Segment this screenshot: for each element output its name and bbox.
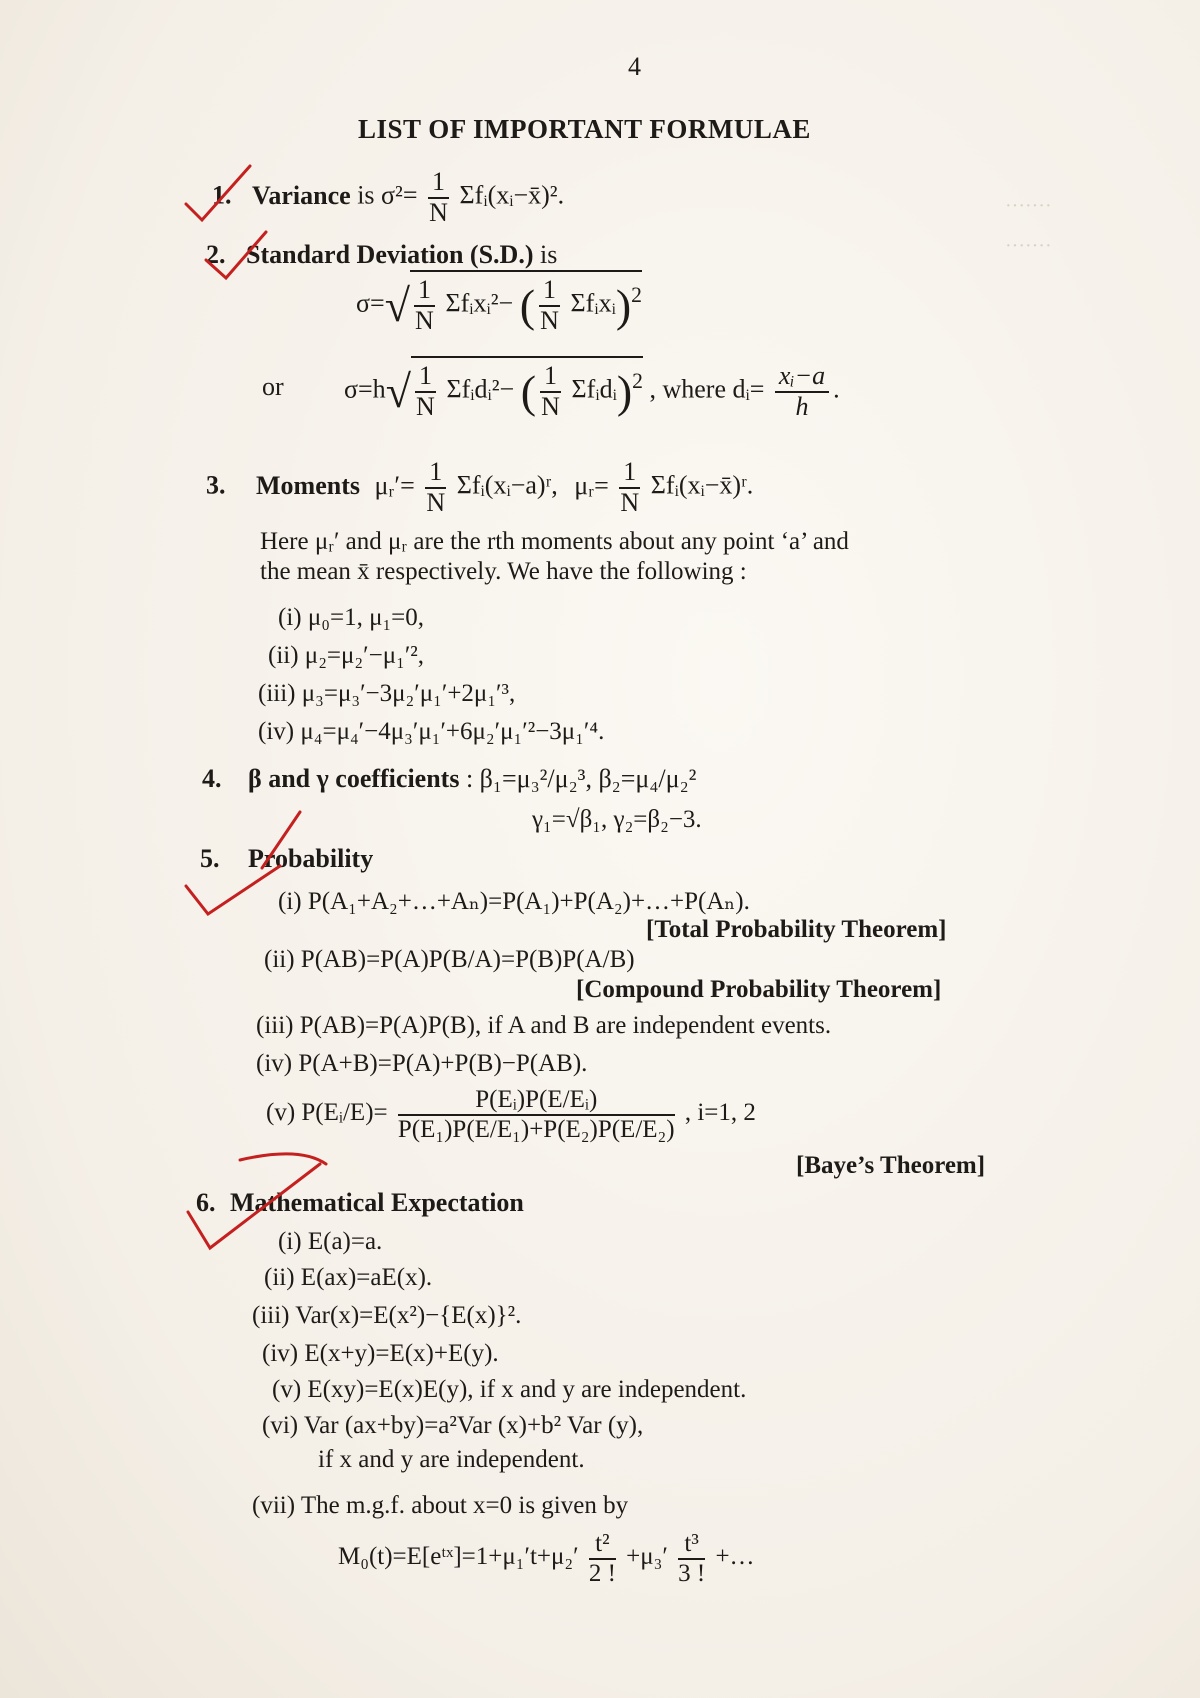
sd-formula-2 (344, 356, 840, 421)
pen-tick-mark (180, 160, 260, 230)
expectation-vii: (vii) The m.g.f. about x=0 is given by (252, 1492, 629, 1519)
paren-right: ) (615, 279, 632, 331)
section-number: 3. (206, 470, 226, 500)
formula-lhs: σ=h (344, 374, 386, 404)
section-heading: Probability (248, 844, 374, 873)
formula-text: +μ₃′ (626, 1543, 668, 1571)
page-title: LIST OF IMPORTANT FORMULAE (358, 114, 811, 144)
denominator: N (541, 391, 560, 421)
probability-i: (i) P(A₁+A₂+…+Aₙ)=P(A₁)+P(A₂)+…+P(Aₙ). (278, 888, 750, 915)
section-variance (212, 168, 564, 227)
fraction (425, 458, 446, 517)
sd-or: or (262, 372, 284, 401)
formula-term: Σfᵢdᵢ²− (446, 374, 515, 404)
sqrt-icon: √ (385, 365, 411, 417)
probability-iv: (iv) P(A+B)=P(A)+P(B)−P(AB). (256, 1050, 588, 1077)
denominator: 3 ! (678, 1559, 706, 1587)
denominator: N (415, 305, 434, 335)
formula-text: Σfᵢ(xᵢ−x̄)². (459, 180, 565, 210)
theorem-tag-compound: [Compound Probability Theorem] (576, 976, 942, 1003)
paren-left: ( (519, 279, 536, 331)
denominator: P(E₁)P(E/E₁)+P(E₂)P(E/E₂) (397, 1115, 675, 1143)
denominator: 2 ! (588, 1559, 616, 1587)
numerator: 1 (415, 362, 436, 393)
formula-term: Σfᵢxᵢ (570, 288, 616, 318)
fraction (540, 362, 561, 421)
section-heading: Variance (252, 180, 351, 210)
sd-formula-1 (356, 270, 642, 335)
moments-paragraph-line2: the mean x̄ respectively. We have the following : (260, 558, 747, 585)
numerator: P(Eᵢ)P(E/Eᵢ) (398, 1086, 675, 1116)
formula-text: is σ²= (357, 180, 418, 210)
fraction (398, 1086, 675, 1143)
section-heading: Standard Deviation (S.D.) (246, 240, 534, 269)
radicand (411, 356, 643, 421)
pen-tick-mark (180, 862, 290, 932)
probability-iii: (iii) P(AB)=P(A)P(B), if A and B are independent events. (256, 1012, 832, 1039)
denominator: N (426, 487, 446, 517)
section-number: 4. (202, 764, 222, 793)
formula-lhs: σ= (356, 288, 385, 318)
fraction (775, 362, 829, 421)
pen-tick-mark (200, 222, 280, 292)
section-number: 5. (200, 844, 220, 873)
expectation-vi: (vi) Var (ax+by)=a²Var (x)+b² Var (y), (262, 1412, 644, 1439)
numerator: 1 (539, 276, 560, 307)
numerator: 1 (540, 362, 561, 393)
section-beta-gamma (202, 764, 696, 794)
moment-relation-iv: (iv) μ₄=μ₄′−4μ₃′μ₁′+6μ₂′μ₁′²−3μ₁′⁴. (258, 718, 605, 745)
numerator: 1 (428, 168, 449, 199)
fraction (619, 458, 640, 517)
formula-lhs: μᵣ′= (374, 470, 415, 500)
fraction (678, 1530, 705, 1587)
pen-cross-mark (180, 1150, 340, 1260)
mgf-formula (338, 1530, 755, 1587)
section-moments (206, 458, 753, 517)
fraction (539, 276, 560, 335)
probability-v (266, 1086, 756, 1143)
moments-paragraph-line1: Here μᵣ′ and μᵣ are the rth moments about any point ‘a’ and (260, 528, 849, 555)
theorem-tag-total: [Total Probability Theorem] (646, 916, 947, 943)
denominator: N (416, 391, 435, 421)
numerator: xᵢ−a (775, 362, 829, 393)
numerator: 1 (619, 458, 640, 489)
formula-lhs: μᵣ= (574, 470, 609, 500)
denominator: h (795, 391, 809, 421)
theorem-tag-bayes: [Baye’s Theorem] (796, 1152, 986, 1179)
page-number: 4 (628, 52, 641, 81)
section-heading: Moments (256, 470, 360, 500)
probability-ii: (ii) P(AB)=P(A)P(B/A)=P(B)P(A/B) (264, 946, 635, 973)
moment-relation-iii: (iii) μ₃=μ₃′−3μ₂′μ₁′+2μ₁′³, (258, 680, 516, 707)
moment-relation-i: (i) μ₀=1, μ₁=0, (278, 604, 425, 631)
gamma-coefficients: γ₁=√β₁, γ₂=β₂−3. (532, 806, 702, 833)
expectation-v: (v) E(xy)=E(x)E(y), if x and y are independent. (272, 1376, 747, 1403)
section-number: 2. (206, 240, 226, 269)
formula-text: : β₁=μ₃²/μ₂³, β₂=μ₄/μ₂² (465, 764, 697, 793)
moment-relation-ii: (ii) μ₂=μ₂′−μ₁′², (268, 642, 425, 669)
expectation-i: (i) E(a)=a. (278, 1228, 383, 1255)
expectation-iii: (iii) Var(x)=E(x²)−{E(x)}². (252, 1302, 522, 1329)
section-heading: Mathematical Expectation (230, 1188, 524, 1217)
expectation-iv: (iv) E(x+y)=E(x)+E(y). (262, 1340, 499, 1367)
fraction (415, 362, 436, 421)
formula-text: . (833, 374, 840, 404)
formula-text: Σfᵢ(xᵢ−x̄)ʳ. (650, 470, 754, 500)
bleed-through: ······· (1005, 195, 1052, 217)
section-heading: β and γ coefficients (248, 764, 460, 793)
paren-left: ( (520, 365, 537, 417)
expectation-ii: (ii) E(ax)=aE(x). (264, 1264, 433, 1291)
section-number: 6. (196, 1188, 216, 1217)
formula-text: Σfᵢ(xᵢ−a)ʳ, (456, 470, 558, 500)
formula-text: is (539, 240, 558, 269)
fraction (428, 168, 449, 227)
sqrt-icon: √ (384, 279, 410, 331)
fraction (589, 1530, 616, 1587)
numerator: 1 (425, 458, 446, 489)
formula-lhs: M₀(t)=E[eᵗˣ]=1+μ₁′t+μ₂′ (338, 1543, 579, 1571)
denominator: N (540, 305, 559, 335)
formula-lhs: (v) P(Eᵢ/E)= (266, 1099, 388, 1127)
section-number: 1. (212, 180, 232, 210)
formula-text: , i=1, 2 (684, 1099, 756, 1127)
formula-term: Σfᵢxᵢ²− (445, 288, 514, 318)
fraction (414, 276, 435, 335)
expectation-vi-condition: if x and y are independent. (318, 1446, 585, 1473)
bleed-through: ······· (1005, 235, 1052, 257)
formula-text: +… (715, 1543, 755, 1571)
radicand (410, 270, 642, 335)
denominator: N (620, 487, 640, 517)
exponent: 2 (632, 368, 643, 393)
denominator: N (429, 197, 448, 227)
numerator: 1 (414, 276, 435, 307)
numerator: t³ (678, 1530, 705, 1560)
formula-term: Σfᵢdᵢ (571, 374, 617, 404)
formula-text: , where dᵢ= (649, 374, 765, 404)
numerator: t² (589, 1530, 616, 1560)
paren-right: ) (616, 365, 633, 417)
exponent: 2 (631, 282, 642, 307)
